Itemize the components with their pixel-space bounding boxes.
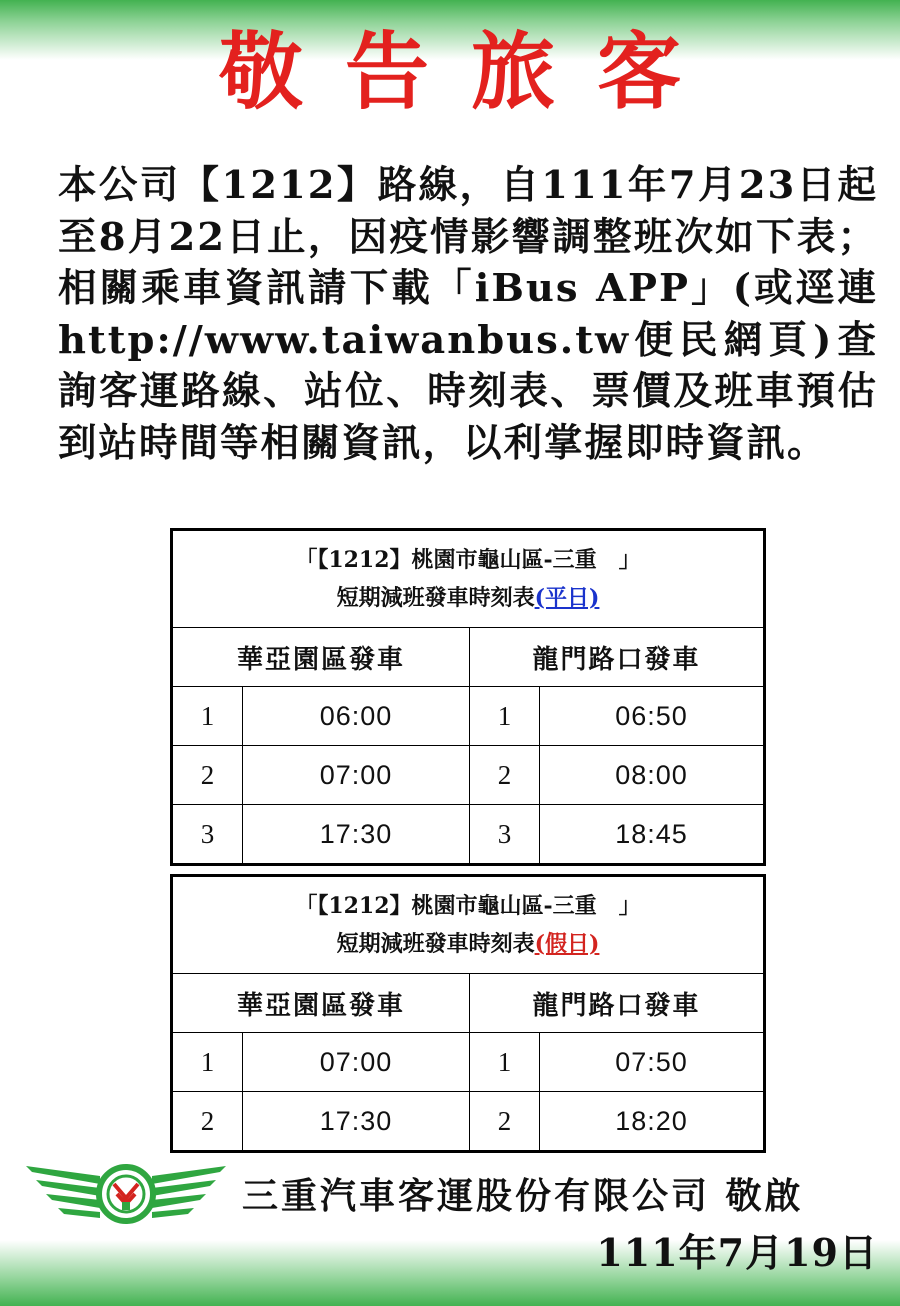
- notice-body: 本公司【1212】路線，自111年7月23日起至8月22日止，因疫情影響調整班次如下表；相關乘車資訊請下載「iBus APP」(或逕連http://www.taiwanbus.tw便民網頁)查詢客運路線、站位、時刻表、票價及班車預估到站時間等相關資訊，以利掌握即時資訊。: [58, 163, 878, 466]
- departure-time: 17:30: [243, 805, 470, 864]
- schedule-subtitle: 短期減班發車時刻表: [336, 931, 535, 957]
- column-header-b: 龍門路口發車: [470, 628, 764, 687]
- departure-number: 3: [173, 805, 243, 864]
- departure-number: 1: [173, 1033, 243, 1092]
- departure-time: 07:50: [540, 1033, 764, 1092]
- departure-time: 07:00: [243, 746, 470, 805]
- departure-time: 18:20: [540, 1092, 764, 1151]
- table-row: [173, 746, 764, 805]
- table-row: [173, 805, 764, 864]
- schedule-header: [173, 531, 764, 628]
- column-header-a: 華亞園區發車: [173, 628, 470, 687]
- schedule-table-weekday: [170, 528, 766, 866]
- day-type-label: (平日): [534, 585, 600, 611]
- footer-company: 三重汽車客運股份有限公司 敬啟: [242, 1175, 804, 1217]
- schedule-subtitle: 短期減班發車時刻表: [336, 585, 535, 611]
- notice-title: 敬告旅客: [218, 23, 723, 121]
- departure-time: 06:50: [540, 687, 764, 746]
- footer-date: 111年7月19日: [596, 1230, 878, 1275]
- departure-number: 1: [470, 687, 540, 746]
- departure-number: 2: [173, 1092, 243, 1151]
- departure-number: 3: [470, 805, 540, 864]
- day-type-label: (假日): [534, 931, 600, 957]
- winged-bus-emblem-icon: [22, 1158, 230, 1230]
- departure-number: 2: [470, 746, 540, 805]
- table-row: [173, 687, 764, 746]
- route-line: 「【1212】桃園市龜山區-三重 」: [295, 547, 641, 573]
- departure-number: 2: [470, 1092, 540, 1151]
- departure-number: 2: [173, 746, 243, 805]
- departure-time: 08:00: [540, 746, 764, 805]
- route-line: 「【1212】桃園市龜山區-三重 」: [295, 893, 641, 919]
- schedule-header: [173, 877, 764, 974]
- departure-time: 06:00: [243, 687, 470, 746]
- departure-time: 18:45: [540, 805, 764, 864]
- table-row: [173, 1033, 764, 1092]
- departure-number: 1: [173, 687, 243, 746]
- table-row: [173, 1092, 764, 1151]
- column-header-a: 華亞園區發車: [173, 974, 470, 1033]
- departure-number: 1: [470, 1033, 540, 1092]
- schedule-table-holiday: [170, 874, 766, 1153]
- departure-time: 07:00: [243, 1033, 470, 1092]
- column-header-b: 龍門路口發車: [470, 974, 764, 1033]
- departure-time: 17:30: [243, 1092, 470, 1151]
